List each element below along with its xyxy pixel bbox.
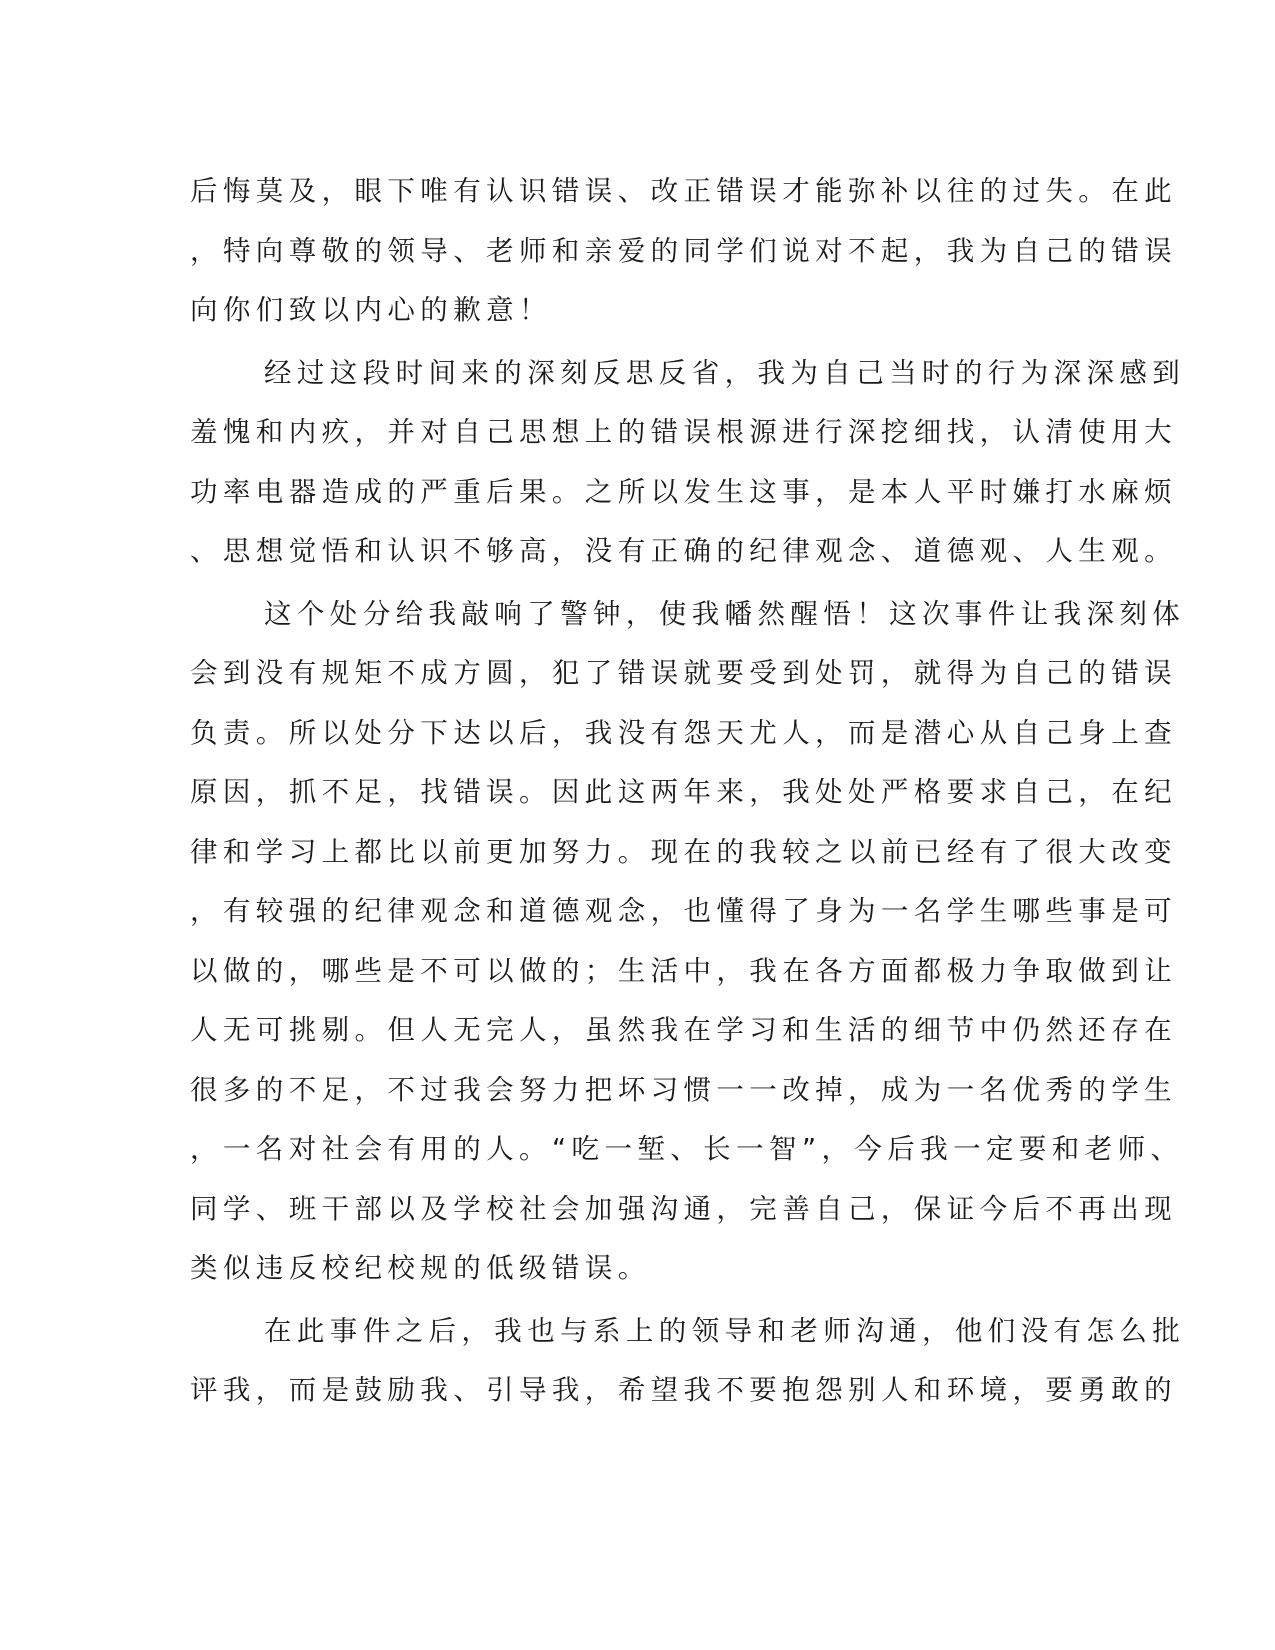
paragraph-first-line: 经过这段时间来的深刻反思反省，我为自己当时的行为深深感到 [264, 356, 1186, 389]
text-line: 类似违反校纪校规的低级错误。 [190, 1252, 651, 1284]
text-line: ，特向尊敬的领导、老师和亲爱的同学们说对不起，我为自己的错误 [190, 234, 1177, 267]
text-line: 同学、班干部以及学校社会加强沟通，完善自己，保证今后不再出现 [190, 1192, 1177, 1225]
text-line: 、思想觉悟和认识不够高，没有正确的纪律观念、道德观、人生观。 [190, 535, 1177, 567]
text-line: 人无可挑剔。但人无完人，虽然我在学习和生活的细节中仍然还存在 [190, 1014, 1177, 1046]
text-line: 很多的不足，不过我会努力把坏习惯一一改掉，成为一名优秀的学生 [190, 1073, 1177, 1106]
text-line: 会到没有规矩不成方圆，犯了错误就要受到处罚，就得为自己的错误 [190, 657, 1177, 689]
text-line: 以做的，哪些是不可以做的；生活中，我在各方面都极力争取做到让 [190, 954, 1177, 987]
text-line: 羞愧和内疚，并对自己思想上的错误根源进行深挖细找，认清使用大 [190, 416, 1177, 448]
text-line: 后悔莫及，眼下唯有认识错误、改正错误才能弥补以往的过失。在此 [190, 175, 1177, 207]
text-line: ，一名对社会有用的人。“吃一堑、长一智”，今后我一定要和老师、 [190, 1133, 1184, 1165]
text-line: 评我，而是鼓励我、引导我，希望我不要抱怨别人和环境，要勇敢的 [190, 1374, 1177, 1406]
text-line: 负责。所以处分下达以后，我没有怨天尤人，而是潜心从自己身上查 [190, 716, 1177, 749]
text-line: 功率电器造成的严重后果。之所以发生这事，是本人平时嫌打水麻烦 [190, 475, 1177, 508]
text-line: 向你们致以内心的歉意！ [190, 294, 552, 326]
text-line: ，有较强的纪律观念和道德观念，也懂得了身为一名学生哪些事是可 [190, 895, 1177, 927]
paragraph-first-line: 在此事件之后，我也与系上的领导和老师沟通，他们没有怎么批 [264, 1314, 1186, 1347]
paragraph-first-line: 这个处分给我敲响了警钟，使我幡然醒悟！这次事件让我深刻体 [264, 597, 1186, 630]
body-text [190, 162, 1186, 1421]
text-line: 律和学习上都比以前更加努力。现在的我较之以前已经有了很大改变 [190, 835, 1177, 868]
text-line: 原因，抓不足，找错误。因此这两年来，我处处严格要求自己，在纪 [190, 776, 1177, 808]
